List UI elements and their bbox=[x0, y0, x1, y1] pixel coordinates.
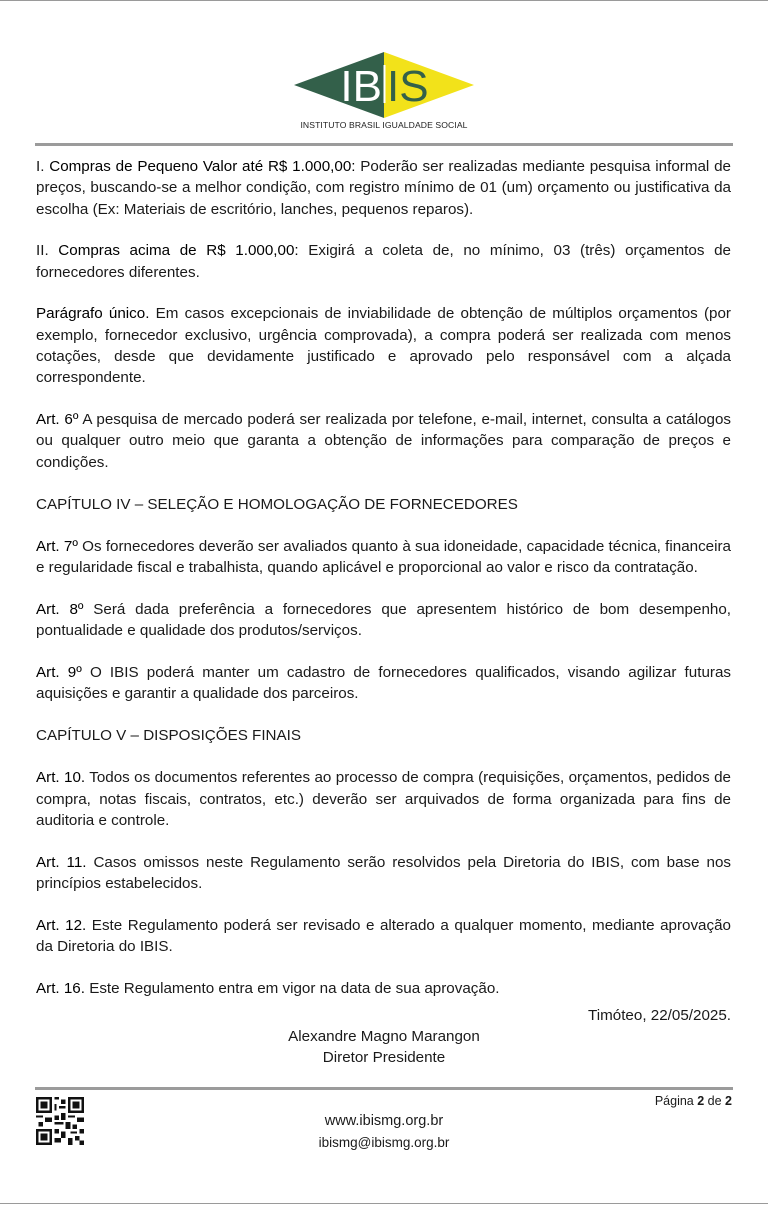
logo-text-right: IS bbox=[387, 62, 429, 111]
paragraph-i-text: Poderão ser realizadas mediante pesquisa informal de preços, buscando-se a melhor condição, com registro mínimo de 01 (um) orçamento ou justificativa da escolha (Ex: Materiais de escritório, lanches, pequenos reparos). bbox=[36, 158, 731, 218]
document-body bbox=[36, 156, 731, 999]
logo-text-left: IB bbox=[340, 62, 382, 111]
logo-diamond bbox=[294, 52, 474, 118]
article-11 bbox=[36, 852, 731, 895]
article-16-label: Art. 16. bbox=[36, 980, 85, 998]
article-6-text: A pesquisa de mercado poderá ser realizada por telefone, e-mail, internet, consulta a catálogos ou qualquer outro meio que garanta a obtenção de informações para comparação de preços e condições. bbox=[36, 411, 732, 471]
place-date: Timóteo, 22/05/2025. bbox=[588, 1007, 731, 1024]
article-10-text: Todos os documentos referentes ao processo de compra (requisições, orçamentos, pedidos de compra, notas fiscais, contratos, etc.) deverão ser arquivados de forma organizada para fins de auditoria e controle. bbox=[36, 769, 732, 830]
paragraph-i bbox=[36, 156, 731, 220]
page-number bbox=[560, 1093, 732, 1109]
chapter-v-heading: CAPÍTULO V – DISPOSIÇÕES FINAIS bbox=[36, 727, 302, 745]
article-7-label: Art. 7º bbox=[36, 537, 78, 555]
article-11-label: Art. 11. bbox=[36, 853, 87, 871]
article-10 bbox=[36, 767, 731, 831]
article-8-text: Será dada preferência a fornecedores que apresentem histórico de bom desempenho, pontualidade e qualidade dos produtos/serviços. bbox=[36, 600, 731, 640]
article-6-label: Art. 6º bbox=[36, 411, 79, 429]
paragraph-ii-label: Compras acima de R$ 1.000,00: bbox=[58, 242, 299, 260]
paragraph-ii bbox=[36, 240, 731, 283]
article-12-label: Art. 12. bbox=[36, 916, 87, 934]
page-bottom-edge bbox=[0, 1203, 768, 1204]
paragraph-i-label: Compras de Pequeno Valor até R$ 1.000,00: bbox=[49, 158, 356, 175]
paragraph-unico bbox=[36, 303, 731, 388]
article-11-text: Casos omissos neste Regulamento serão resolvidos pela Diretoria do IBIS, com base nos princípios estabelecidos. bbox=[36, 853, 731, 893]
article-9-text: O IBIS poderá manter um cadastro de fornecedores qualificados, visando agilizar futuras aquisições e garantir a qualidade dos parceiros. bbox=[36, 664, 731, 703]
page-current: 2 bbox=[697, 1094, 705, 1108]
article-8 bbox=[36, 599, 731, 642]
article-12 bbox=[36, 915, 731, 958]
article-12-text: Este Regulamento poderá ser revisado e alterado a qualquer momento, mediante aprovação da Diretoria do IBIS. bbox=[36, 916, 731, 956]
article-6 bbox=[36, 409, 731, 473]
signer-name: Alexandre Magno Marangon bbox=[288, 1028, 480, 1045]
article-9 bbox=[36, 662, 731, 705]
page-top-edge bbox=[0, 0, 768, 1]
footer-website-link[interactable]: www.ibismg.org.br bbox=[324, 1113, 444, 1129]
logo-caption: INSTITUTO BRASIL IGUALDADE SOCIAL bbox=[300, 120, 468, 130]
article-10-label: Art. 10. bbox=[36, 769, 86, 787]
header-divider bbox=[35, 143, 733, 146]
article-16 bbox=[36, 978, 731, 999]
page-total: 2 bbox=[725, 1094, 732, 1108]
article-8-label: Art. 8º bbox=[36, 600, 84, 618]
article-7 bbox=[36, 536, 731, 579]
paragraph-i-lead: I. bbox=[36, 158, 50, 175]
ibis-logo bbox=[294, 52, 474, 134]
paragraph-ii-lead: II. bbox=[36, 242, 59, 260]
paragraph-ii-text: Exigirá a coleta de, no mínimo, 03 (três) orçamentos de fornecedores diferentes. bbox=[36, 242, 731, 281]
article-9-label: Art. 9º bbox=[36, 664, 82, 682]
signer-role: Diretor Presidente bbox=[322, 1049, 446, 1066]
article-16-text: Este Regulamento entra em vigor na data de sua aprovação. bbox=[84, 980, 500, 998]
paragraph-unico-text: Em casos excepcionais de inviabilidade de obtenção de múltiplos orçamentos (por exemplo, fornecedor exclusivo, urgência comprovada), a compra poderá ser realizada com menos cotações, desde que devidamente justificado e aprovado pelo responsável com a alçada correspondente. bbox=[36, 305, 731, 387]
footer-divider bbox=[35, 1087, 733, 1090]
page-separator: de bbox=[704, 1094, 726, 1108]
chapter-iv-heading: CAPÍTULO IV – SELEÇÃO E HOMOLOGAÇÃO DE FORNECEDORES bbox=[36, 495, 518, 513]
page-prefix: Página bbox=[654, 1094, 698, 1108]
paragraph-unico-label: Parágrafo único. bbox=[36, 305, 150, 323]
article-7-text: Os fornecedores deverão ser avaliados quanto à sua idoneidade, capacidade técnica, financeira e regularidade fiscal e trabalhista, quando aplicável e proporcional ao valor e risco da contratação. bbox=[36, 537, 731, 577]
footer-email-link[interactable]: ibismg@ibismg.org.br bbox=[318, 1135, 450, 1150]
